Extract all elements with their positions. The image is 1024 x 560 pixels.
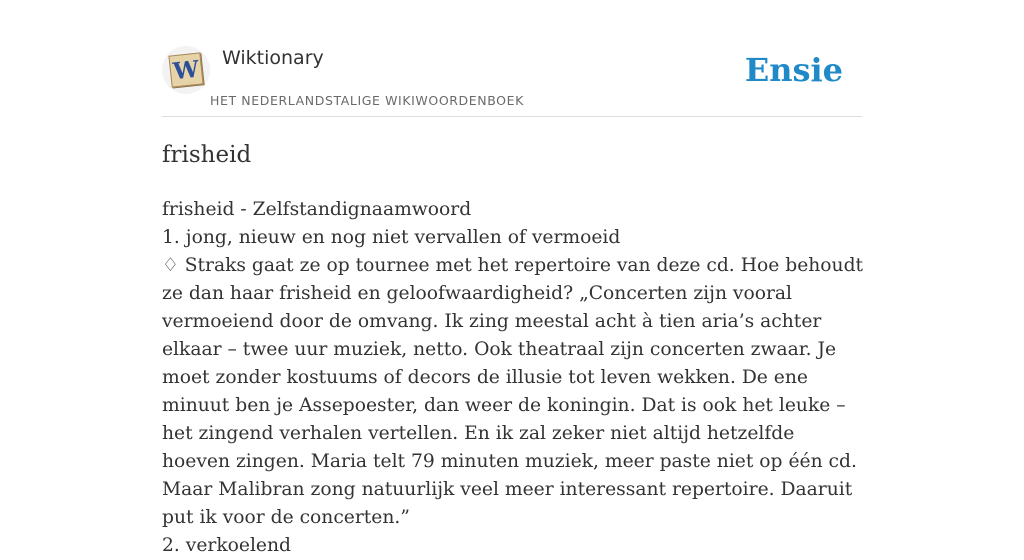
- wiktionary-logo[interactable]: [162, 46, 210, 94]
- definition-1: 1. jong, nieuw en nog niet vervallen of vermoeid: [162, 227, 621, 248]
- wiktionary-logo-icon: W: [168, 52, 203, 87]
- page-title: frisheid: [162, 142, 252, 168]
- site-tagline: HET NEDERLANDSTALIGE WIKIWOORDENBOEK: [210, 93, 524, 108]
- example-quote: ♢ Straks gaat ze op tournee met het repertoire van deze cd. Hoe behoudt ze dan haar frisheid en geloofwaardigheid? „Concerten zijn vooral vermoeiend door de omvang. Ik zing meestal acht à tien aria’s achter elkaar – twee uur muziek, netto. Ook theatraal zijn concerten zwaar. Je moet zonder kostuums of decors de illusie tot leven wekken. De ene minuut ben je Assepoester, dan weer de koningin. Dat is ook het leuke – het zingend verhalen vertellen. En ik zal zeker niet altijd hetzelfde hoeven zingen. Maria telt 79 minuten muziek, meer paste niet op één cd. Maar Malibran zong natuurlijk veel meer interessant repertoire. Daaruit put ik voor de concerten.”: [162, 255, 864, 528]
- part-of-speech-line: frisheid - Zelfstandignaamwoord: [162, 199, 472, 220]
- entry-content: [162, 136, 864, 560]
- definition-2: 2. verkoelend: [162, 535, 291, 556]
- site-header: [162, 40, 862, 117]
- site-name-link[interactable]: Wiktionary: [222, 47, 324, 69]
- ensie-brand-link[interactable]: Ensie: [744, 51, 843, 89]
